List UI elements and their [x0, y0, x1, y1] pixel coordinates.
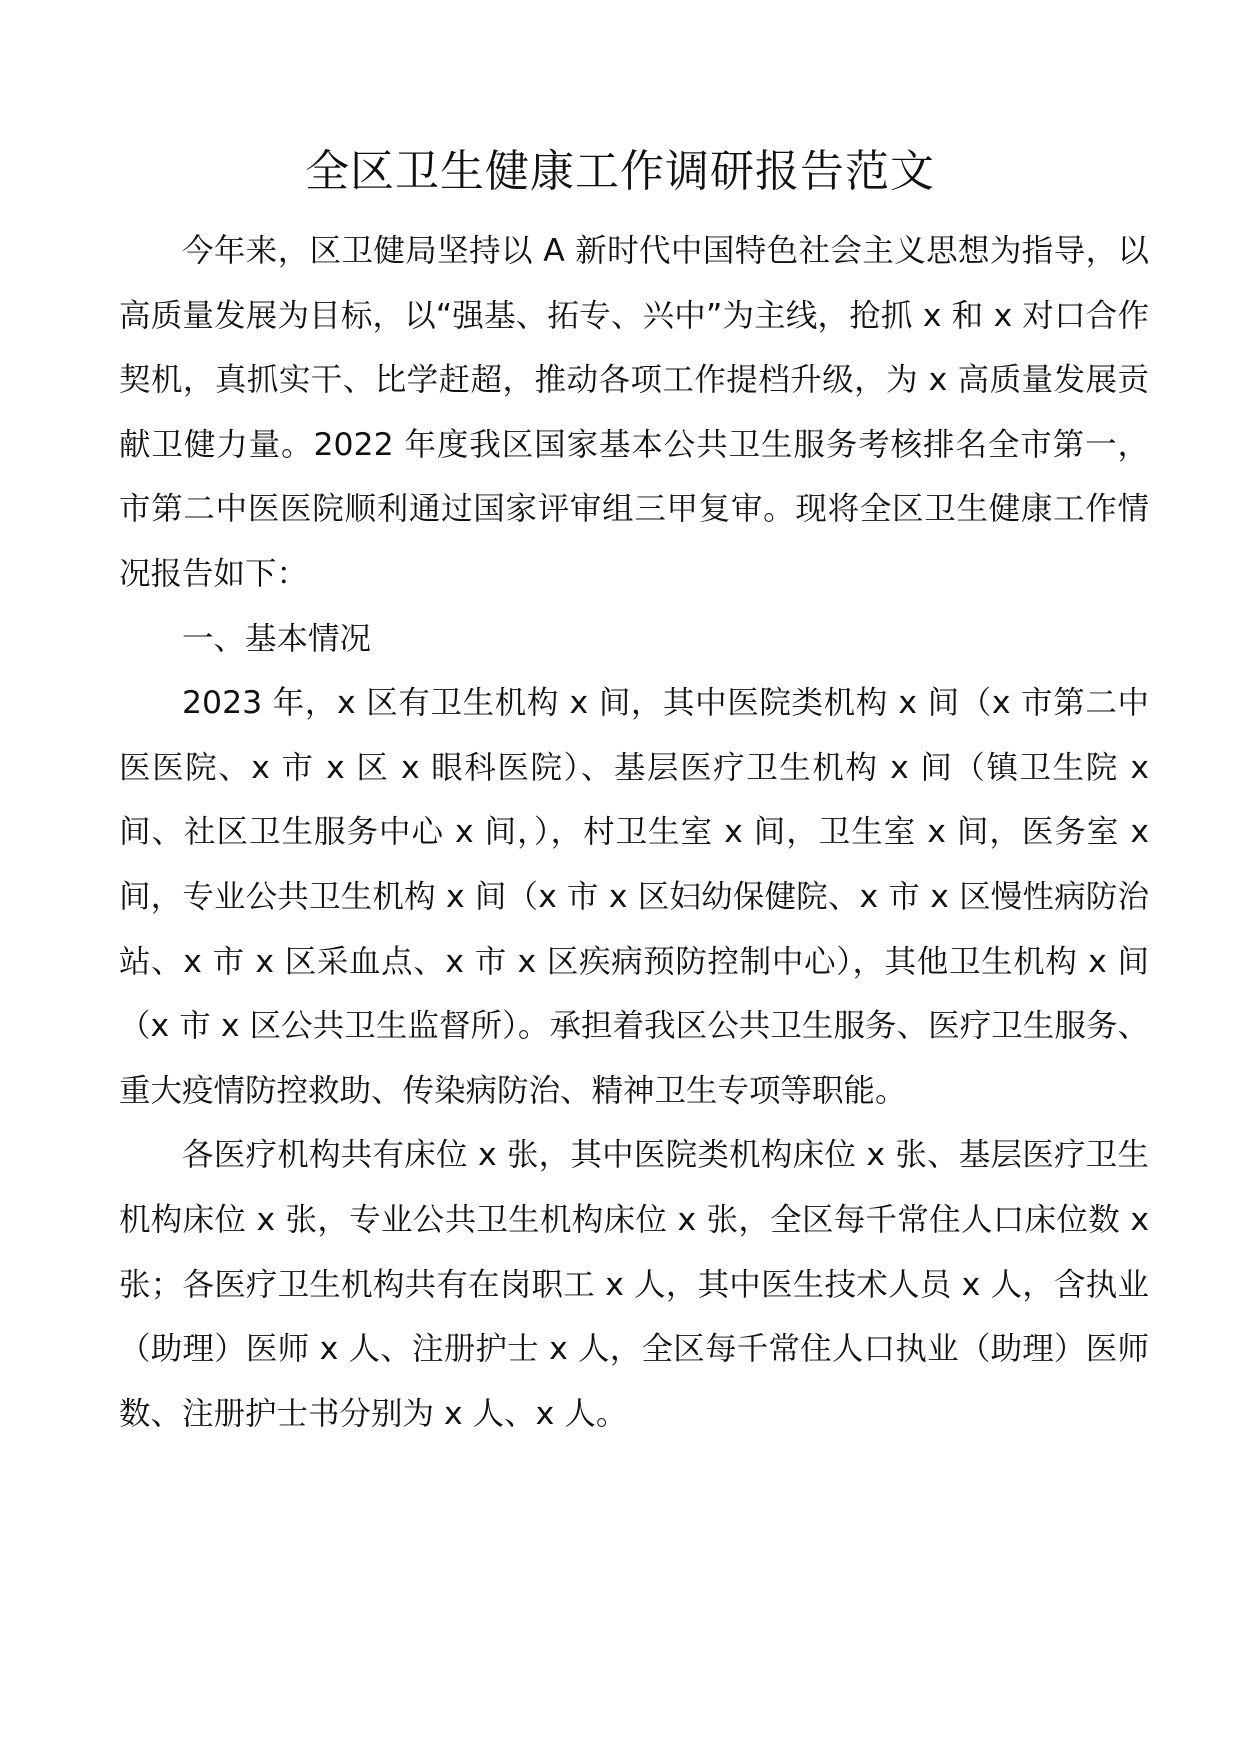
section-heading-basic-info: 一、基本情况 — [182, 620, 372, 657]
document-title: 全区卫生健康工作调研报告范文 — [305, 146, 935, 197]
paragraph-beds-staff: 各医疗机构共有床位 x 张，其中医院类机构床位 x 张、基层医疗卫生机构床位 x 张，专业公共卫生机构床位 x 张，全区每千常住人口床位数 x 张；各医疗卫生机构共有在岗职工 x 人，其中医生技术人员 x 人，含执业（助理）医师 x 人、注册护士 x 人，全区每千常住人口执业（助理）医师数、注册护士书分别为 x 人、x 人。 — [119, 1137, 1149, 1432]
document-body — [119, 219, 1149, 1446]
paragraph-institutions: 2023 年，x 区有卫生机构 x 间，其中医院类机构 x 间（x 市第二中医医院、x 市 x 区 x 眼科医院）、基层医疗卫生机构 x 间（镇卫生院 x 间、社区卫生服务中心 x 间，），村卫生室 x 间，卫生室 x 间，医务室 x 间，专业公共卫生机构 x 间（x 市 x 区妇幼保健院、x 市 x 区慢性病防治站、x 市 x 区采血点、x 市 x 区疾病预防控制中心），其他卫生机构 x 间（x 市 x 区公共卫生监督所）。承担着我区公共卫生服务、医疗卫生服务、重大疫情防控救助、传染病防治、精神卫生专项等职能。 — [119, 685, 1149, 1109]
paragraph-intro: 今年来，区卫健局坚持以 A 新时代中国特色社会主义思想为指导，以高质量发展为目标，以“强基、拓专、兴中”为主线，抢抓 x 和 x 对口合作契机，真抓实干、比学赶超，推动各项工作提档升级，为 x 高质量发展贡献卫健力量。2022 年度我区国家基本公共卫生服务考核排名全市第一，市第二中医医院顺利通过国家评审组三甲复审。现将全区卫生健康工作情况报告如下： — [119, 233, 1149, 592]
